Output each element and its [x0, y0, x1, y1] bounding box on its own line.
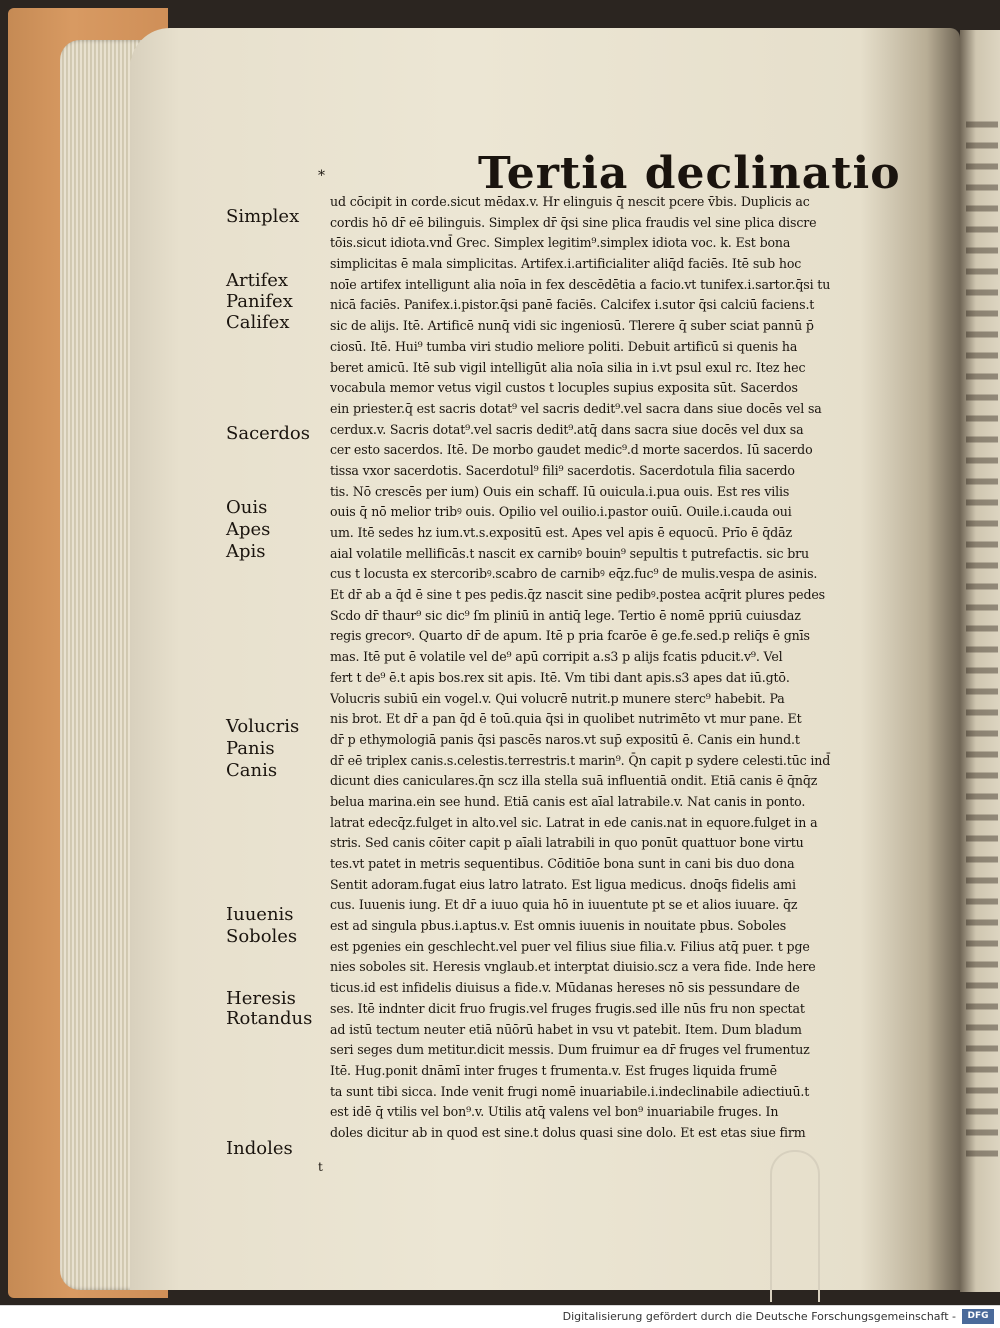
text-line: ticus.id est infidelis diuisus a fide.v. Mūdanas hereses nō sis pessundare de — [330, 980, 800, 996]
text-line: Scdo dr̄ thaur⁹ sic dic⁹ ſm pliniū in antiq̄ lege. Tertio ē nomē ppriū cuiusdaz — [330, 607, 801, 623]
text-line: ud cōcipit in corde.sicut mēdax.v. Hr elinguis q̄ nescit pcere v̄bis. Duplicis ac — [330, 194, 810, 209]
text-line: tissa vxor sacerdotis. Sacerdotul⁹ fili⁹ sacerdotis. Sacerdotula filia sacerdo — [330, 462, 795, 478]
text-line: belua marina.ein see hund. Etiā canis est aīal latrabile.v. Nat canis in ponto. — [330, 793, 806, 809]
text-line: tes.vt patet in metris sequentibus. Cōditiōe bona sunt in cani bis duo dona — [330, 856, 795, 871]
text-line: stris. Sed canis cōiter capit p aīali latrabili in quo ponūt quattuor bone virtu — [330, 835, 804, 851]
text-line: sic de alijs. Itē. Artificē nunq̄ vidi sic ingeniosū. Tlerere q̄ suber sciat pannū p̄ — [330, 318, 814, 334]
text-line: est idē q̄ vtilis vel bon⁹.v. Utilis atq̄ valens vel bon⁹ inuariabile fruges. In — [330, 1104, 779, 1120]
text-line: seri seges dum metitur.dicit messis. Dum fruimur ea dr̄ fruges vel frumentuz — [330, 1042, 810, 1058]
margin-note-ouis: Ouis — [226, 497, 268, 518]
text-line: aial volatile mellificās.t nascit ex carnibꝰ bouin⁹ sepultis t putrefactis. sic bru — [330, 545, 809, 561]
text-line: doles dicitur ab in quod est sine.t dolus quasi sine dolo. Et est etas siue firm — [330, 1124, 806, 1140]
text-line: dicunt dies caniculares.q̄n scz illa stella suā influentiā ondit. Etiā canis ē q̄nq̄z — [330, 773, 818, 789]
margin-note-canis: Canis — [226, 760, 278, 781]
text-line: cerdux.v. Sacris dotat⁹.vel sacris dedit⁹.atq̄ dans sacra siue docēs vel dux sa — [330, 421, 804, 437]
text-line: cordis hō dr̄ eē bilinguis. Simplex dr̄ q̄si sine plica fraudis vel sine plica discre — [330, 214, 817, 230]
ornament-foot-mark: t — [318, 1160, 323, 1174]
margin-note-panifex: Panifex — [226, 291, 293, 312]
dfg-logo: DFG — [962, 1309, 994, 1324]
text-line: beret amicū. Itē sub vigil intelligūt alia noīa silia in i.vt psul exul rc. Itez hec — [330, 359, 806, 375]
text-line: vocabula memor vetus vigil custos t locuples supius exposita sūt. Sacerdos — [330, 380, 798, 396]
text-line: nies soboles sit. Heresis vnglaub.et interptat diuisio.scz a vera fide. Inde here — [330, 959, 816, 975]
text-line: ses. Itē indnter dicit fruo frugis.vel fruges frugis.sed ille nūs fru non spectat — [330, 1000, 805, 1016]
margin-note-apis: Apis — [226, 541, 266, 562]
text-line: tis. Nō crescēs per ium) Ouis ein schaff. Iū ouicula.i.pua ouis. Est res vilis — [330, 483, 790, 499]
text-line: ein priester.q̄ est sacris dotat⁹ vel sacris dedit⁹.vel sacra dans siue docēs vel sa — [330, 400, 822, 416]
margin-note-califex: Califex — [226, 312, 290, 333]
text-line: regis grecorꝰ. Quarto dr̄ de apum. Itē p pria fcarōe ē ge.fe.sed.p reliq̄s ē gnīs — [330, 628, 810, 644]
margin-note-panis: Panis — [226, 738, 275, 759]
margin-note-volucris: Volucris — [226, 716, 300, 737]
footer-bar — [0, 1305, 1000, 1328]
text-line: dr̄ eē triplex canis.s.celestis.terrestris.t marin⁹. Q̄n capit p sydere celesti.tūc ind̄ — [330, 752, 831, 768]
text-line: nis brot. Et dr̄ a pan q̄d ē toū.quia q̄si in quolibet nutrimēto vt mur pane. Et — [330, 711, 802, 727]
page-marker-tab — [770, 1150, 820, 1302]
text-line: cus t locusta ex stercoribꝰ.scabro de carnibꝰ eq̄z.fuc⁹ de mulis.vespa de asinis. — [330, 566, 818, 582]
text-line: est ad singula pbus.i.aptus.v. Est omnis iuuenis in nouitate pbus. Soboles — [330, 918, 787, 934]
margin-note-simplex: Simplex — [226, 206, 300, 227]
ornament-star: * — [318, 168, 325, 184]
text-line: ta sunt tibi sicca. Inde venit frugi nomē inuariabile.i.indeclinabile adiectiuū.t — [330, 1083, 810, 1099]
text-line: cer esto sacerdos. Itē. De morbo gaudet medic⁹.d morte sacerdos. Iū sacerdo — [330, 442, 813, 458]
text-line: noīe artifex intelligunt alia noīa in fex descēdētia a facio.vt tunifex.i.sartor.q̄si tu — [330, 276, 831, 292]
funding-credit: Digitalisierung gefördert durch die Deutsche Forschungsgemeinschaft - — [562, 1310, 956, 1323]
text-line: mas. Itē put ē volatile vel de⁹ apū corripit a.s3 p alijs fcatis pducit.v⁹. Vel — [330, 649, 783, 665]
margin-note-rotandus: Rotandus — [226, 1008, 313, 1029]
text-line: fert t de⁹ ē.t apis bos.rex sit apis. Itē. Vm tibi dant apis.s3 apes dat iū.gtō. — [330, 669, 790, 685]
text-line: Sentit adoram.fugat eius latro latrato. Est ligua medicus. dnoq̄s fidelis ami — [330, 876, 796, 892]
text-line: ad istū tectum neuter etiā nūōrū habet in vsu vt patebit. Item. Dum bladum — [330, 1021, 802, 1037]
text-line: um. Itē sedes hz ium.vt.s.expositū est. Apes vel apis ē equocū. Prīo ē q̄dāz — [330, 525, 792, 540]
text-line: simplicitas ē mala simplicitas. Artifex.i.artificialiter aliq̄d faciēs. Itē sub hoc — [330, 256, 802, 272]
margin-note-apes: Apes — [226, 519, 271, 540]
margin-note-artifex: Artifex — [226, 270, 289, 291]
margin-note-iuuenis: Iuuenis — [226, 904, 294, 925]
text-line: cus. Iuuenis iung. Et dr̄ a iuuo quia hō in iuuentute pt se et alios iuuare. q̄z — [330, 897, 798, 913]
margin-note-sacerdos: Sacerdos — [226, 423, 310, 444]
text-line: dr̄ p ethymologiā panis q̄si pascēs naros.vt sup̄ expositū ē. Canis ein hund.t — [330, 731, 800, 747]
page-title: Tertia declinatio — [478, 148, 901, 199]
text-line: Itē. Hug.ponit dnāmī inter fruges t frumenta.v. Est fruges liquida frumē — [330, 1062, 777, 1078]
text-line: ciosū. Itē. Hui⁹ tumba viri studio meliore politi. Debuit artificū si quenis ha — [330, 338, 798, 354]
margin-note-indoles: Indoles — [226, 1138, 293, 1159]
margin-note-soboles: Soboles — [226, 926, 298, 947]
margin-note-heresis: Heresis — [226, 988, 296, 1009]
text-line: Et dr̄ ab a q̄d ē sine t pes pedis.q̄z nascit sine pedibꝰ.postea acq̄rit plures pedes — [330, 587, 825, 603]
body-text-column — [330, 192, 938, 1144]
text-line: tōis.sicut idiota.vnd̄ Grec. Simplex legitim⁹.simplex idiota voc. k. Est bona — [330, 235, 791, 251]
text-line: nicā faciēs. Panifex.i.pistor.q̄si panē faciēs. Calcifex i.sutor q̄si calciū faciens.t — [330, 297, 815, 313]
facing-page-text-fragment — [966, 110, 998, 1170]
text-line: est pgenies ein geschlecht.vel puer vel filius siue filia.v. Filius atq̄ puer. t pge — [330, 938, 810, 954]
text-line: latrat edecq̄z.fulget in alto.vel sic. Latrat in ede canis.nat in equore.fulget in a — [330, 814, 818, 830]
text-line: Volucris subiū ein vogel.v. Qui volucrē nutrit.p munere sterc⁹ habebit. Pa — [330, 690, 785, 706]
text-line: ouis q̄ nō melior tribꝰ ouis. Opilio vel ouilio.i.pastor ouiū. Ouile.i.cauda oui — [330, 504, 792, 520]
